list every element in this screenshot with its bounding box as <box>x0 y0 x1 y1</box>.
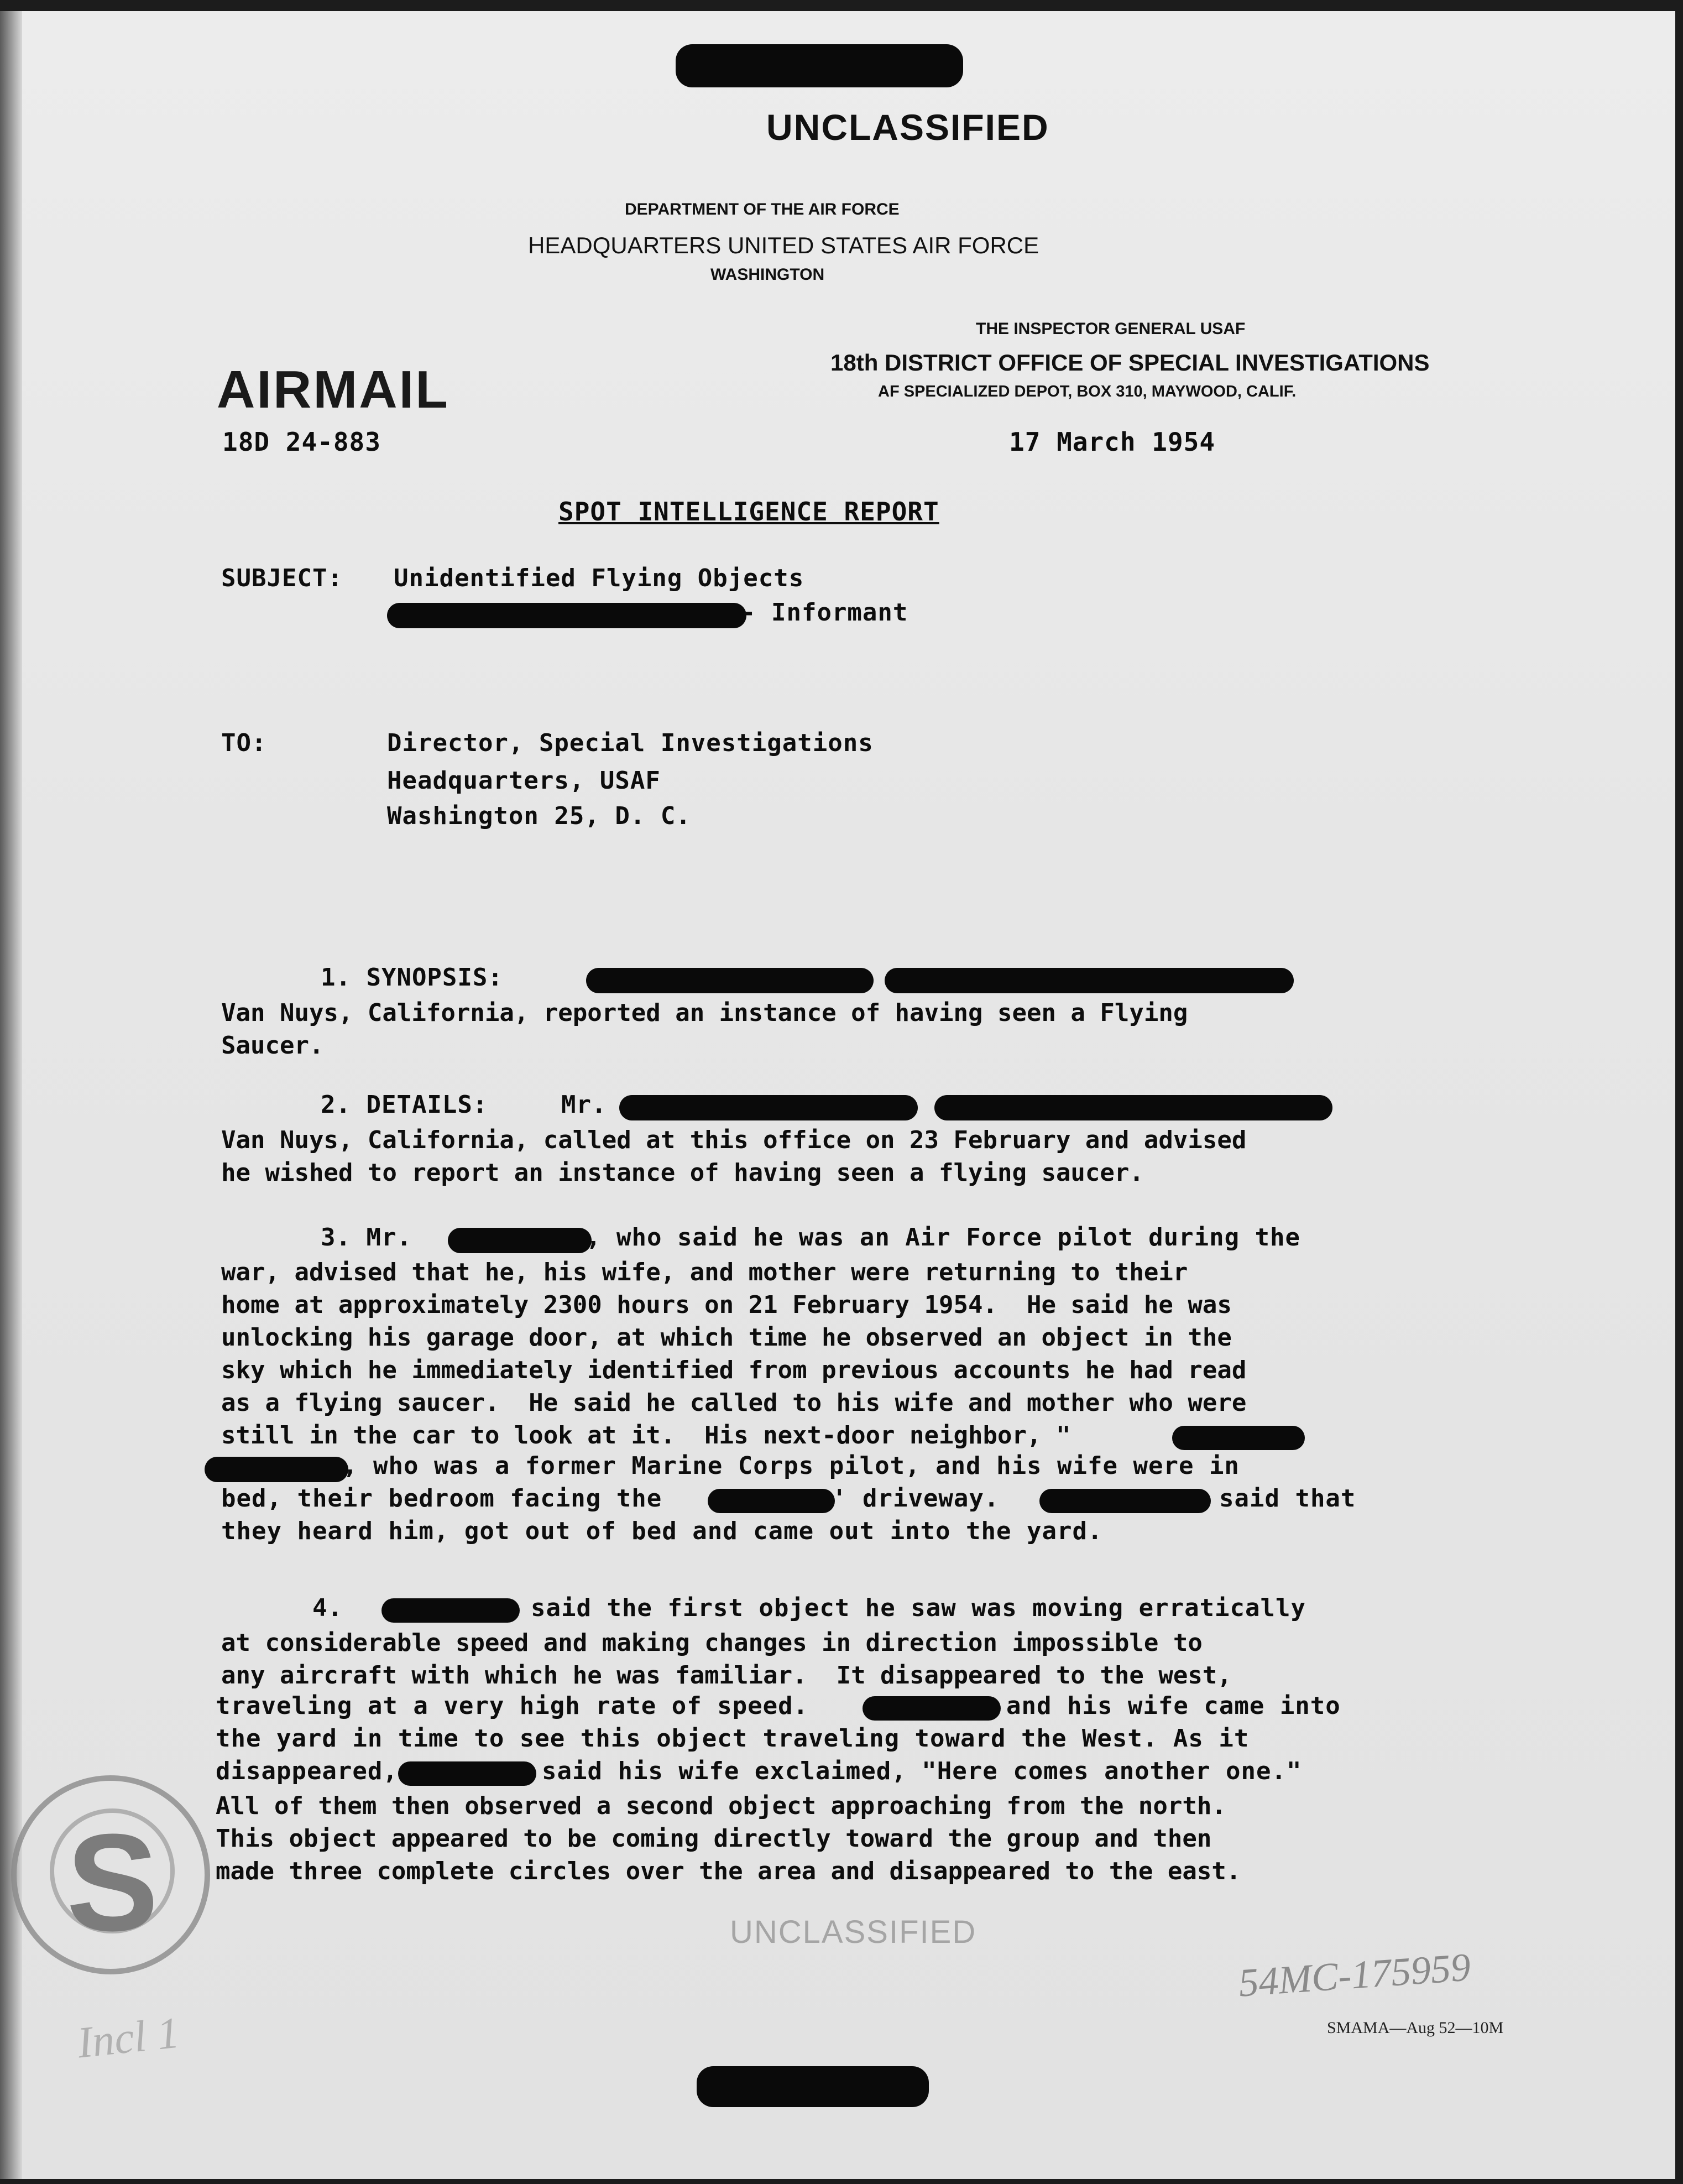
to-line-2: Headquarters, USAF <box>387 767 661 795</box>
redaction-bar <box>863 1696 1001 1721</box>
paragraph-1-body: Van Nuys, California, reported an instance of having seen a Flying Saucer. <box>221 999 1188 1060</box>
paragraph-1-label: 1. SYNOPSIS: <box>321 963 503 992</box>
paragraph-3-line-7: , who was a former Marine Corps pilot, and his wife were in <box>343 1452 1240 1480</box>
document-page <box>0 11 1675 2179</box>
redaction-bar <box>619 1095 918 1120</box>
stamp-letter: S <box>66 1805 159 1959</box>
redaction-bar <box>586 968 874 993</box>
paragraph-4-body-2: All of them then observed a second object approaching from the north. This object appeared to be coming directly toward the group and then made three complete circles over the area and disappeared to the east. <box>216 1792 1241 1885</box>
paragraph-4-body: at considerable speed and making changes in direction impossible to any aircraft with which he was familiar. It disappeared to the west, <box>221 1629 1232 1690</box>
form-number: SMAMA—Aug 52—10M <box>1327 2019 1504 2037</box>
paragraph-2-label: 2. DETAILS: <box>321 1091 488 1119</box>
office-line-2: 18th DISTRICT OFFICE OF SPECIAL INVESTIGATIONS <box>830 350 1430 376</box>
subject-line-1: Unidentified Flying Objects <box>394 564 804 592</box>
airmail-stamp: AIRMAIL <box>217 360 450 419</box>
office-line-3: AF SPECIALIZED DEPOT, BOX 310, MAYWOOD, CALIF. <box>878 383 1297 400</box>
handwritten-enclosure-note: Incl 1 <box>75 2008 182 2068</box>
paragraph-4-line-6b: said his wife exclaimed, "Here comes another one." <box>542 1757 1302 1785</box>
headquarters-line: HEADQUARTERS UNITED STATES AIR FORCE <box>528 232 1039 258</box>
handwritten-file-number: 54MC-175959 <box>1237 1945 1472 2005</box>
paragraph-4-line-4a: traveling at a very high rate of speed. <box>216 1692 809 1720</box>
report-title: SPOT INTELLIGENCE REPORT <box>558 497 939 527</box>
redaction-bar <box>708 1489 835 1513</box>
paragraph-4-line-5: the yard in time to see this object traveling toward the West. As it <box>216 1724 1250 1753</box>
redaction-bar <box>448 1228 592 1253</box>
file-number: 18D 24-883 <box>222 427 381 457</box>
to-line-3: Washington 25, D. C. <box>387 802 691 830</box>
paragraph-3-line-9: they heard him, got out of bed and came out into the yard. <box>221 1517 1103 1545</box>
redaction-bar <box>697 2066 929 2107</box>
paragraph-2-body: Van Nuys, California, called at this office on 23 February and advised he wished to report an instance of having seen a flying saucer. <box>221 1126 1247 1187</box>
paragraph-3-line-8b: ' driveway. <box>832 1484 1000 1513</box>
paragraph-4-line-1: said the first object he saw was moving erratically <box>531 1594 1306 1622</box>
department-line: DEPARTMENT OF THE AIR FORCE <box>625 200 900 218</box>
paragraph-3-body: war, advised that he, his wife, and mother were returning to their home at approximately 2300 hours on 21 February 1954. He said he was unlocking his garage door, at which time he observed an object in the sky which he immediately identified from previous accounts he had read as a flying saucer. He said he called to his wife and mother who were still in the car to look at it. His next-door neighbor, " <box>221 1258 1247 1450</box>
paragraph-4-line-4b: and his wife came into <box>1006 1692 1341 1720</box>
paragraph-3-line-1: , who said he was an Air Force pilot during the <box>586 1223 1301 1252</box>
city-line: WASHINGTON <box>710 265 825 284</box>
paragraph-3-line-8a: bed, their bedroom facing the <box>221 1484 662 1513</box>
redaction-bar <box>885 968 1294 993</box>
paragraph-4-line-6a: disappeared, <box>216 1757 398 1785</box>
redaction-bar <box>205 1457 348 1482</box>
redaction-bar <box>387 603 746 628</box>
subject-line-2: - Informant <box>741 598 908 627</box>
redaction-bar <box>1172 1426 1305 1450</box>
report-date: 17 March 1954 <box>1009 427 1216 457</box>
to-label: TO: <box>221 729 267 757</box>
redaction-bar <box>934 1095 1332 1120</box>
classification-top: UNCLASSIFIED <box>766 107 1049 148</box>
to-line-1: Director, Special Investigations <box>387 729 874 757</box>
subject-label: SUBJECT: <box>221 564 343 592</box>
office-line-1: THE INSPECTOR GENERAL USAF <box>976 320 1246 338</box>
redaction-bar <box>398 1761 536 1786</box>
redaction-bar <box>676 44 963 87</box>
redaction-bar <box>1039 1489 1211 1513</box>
classification-bottom: UNCLASSIFIED <box>730 1914 977 1950</box>
paragraph-4-lead: 4. <box>312 1594 343 1622</box>
paragraph-2-mr: Mr. <box>561 1091 607 1119</box>
redaction-bar <box>381 1598 520 1623</box>
paragraph-3-line-8c: said that <box>1219 1484 1356 1513</box>
paragraph-3-lead: 3. Mr. <box>321 1223 412 1252</box>
